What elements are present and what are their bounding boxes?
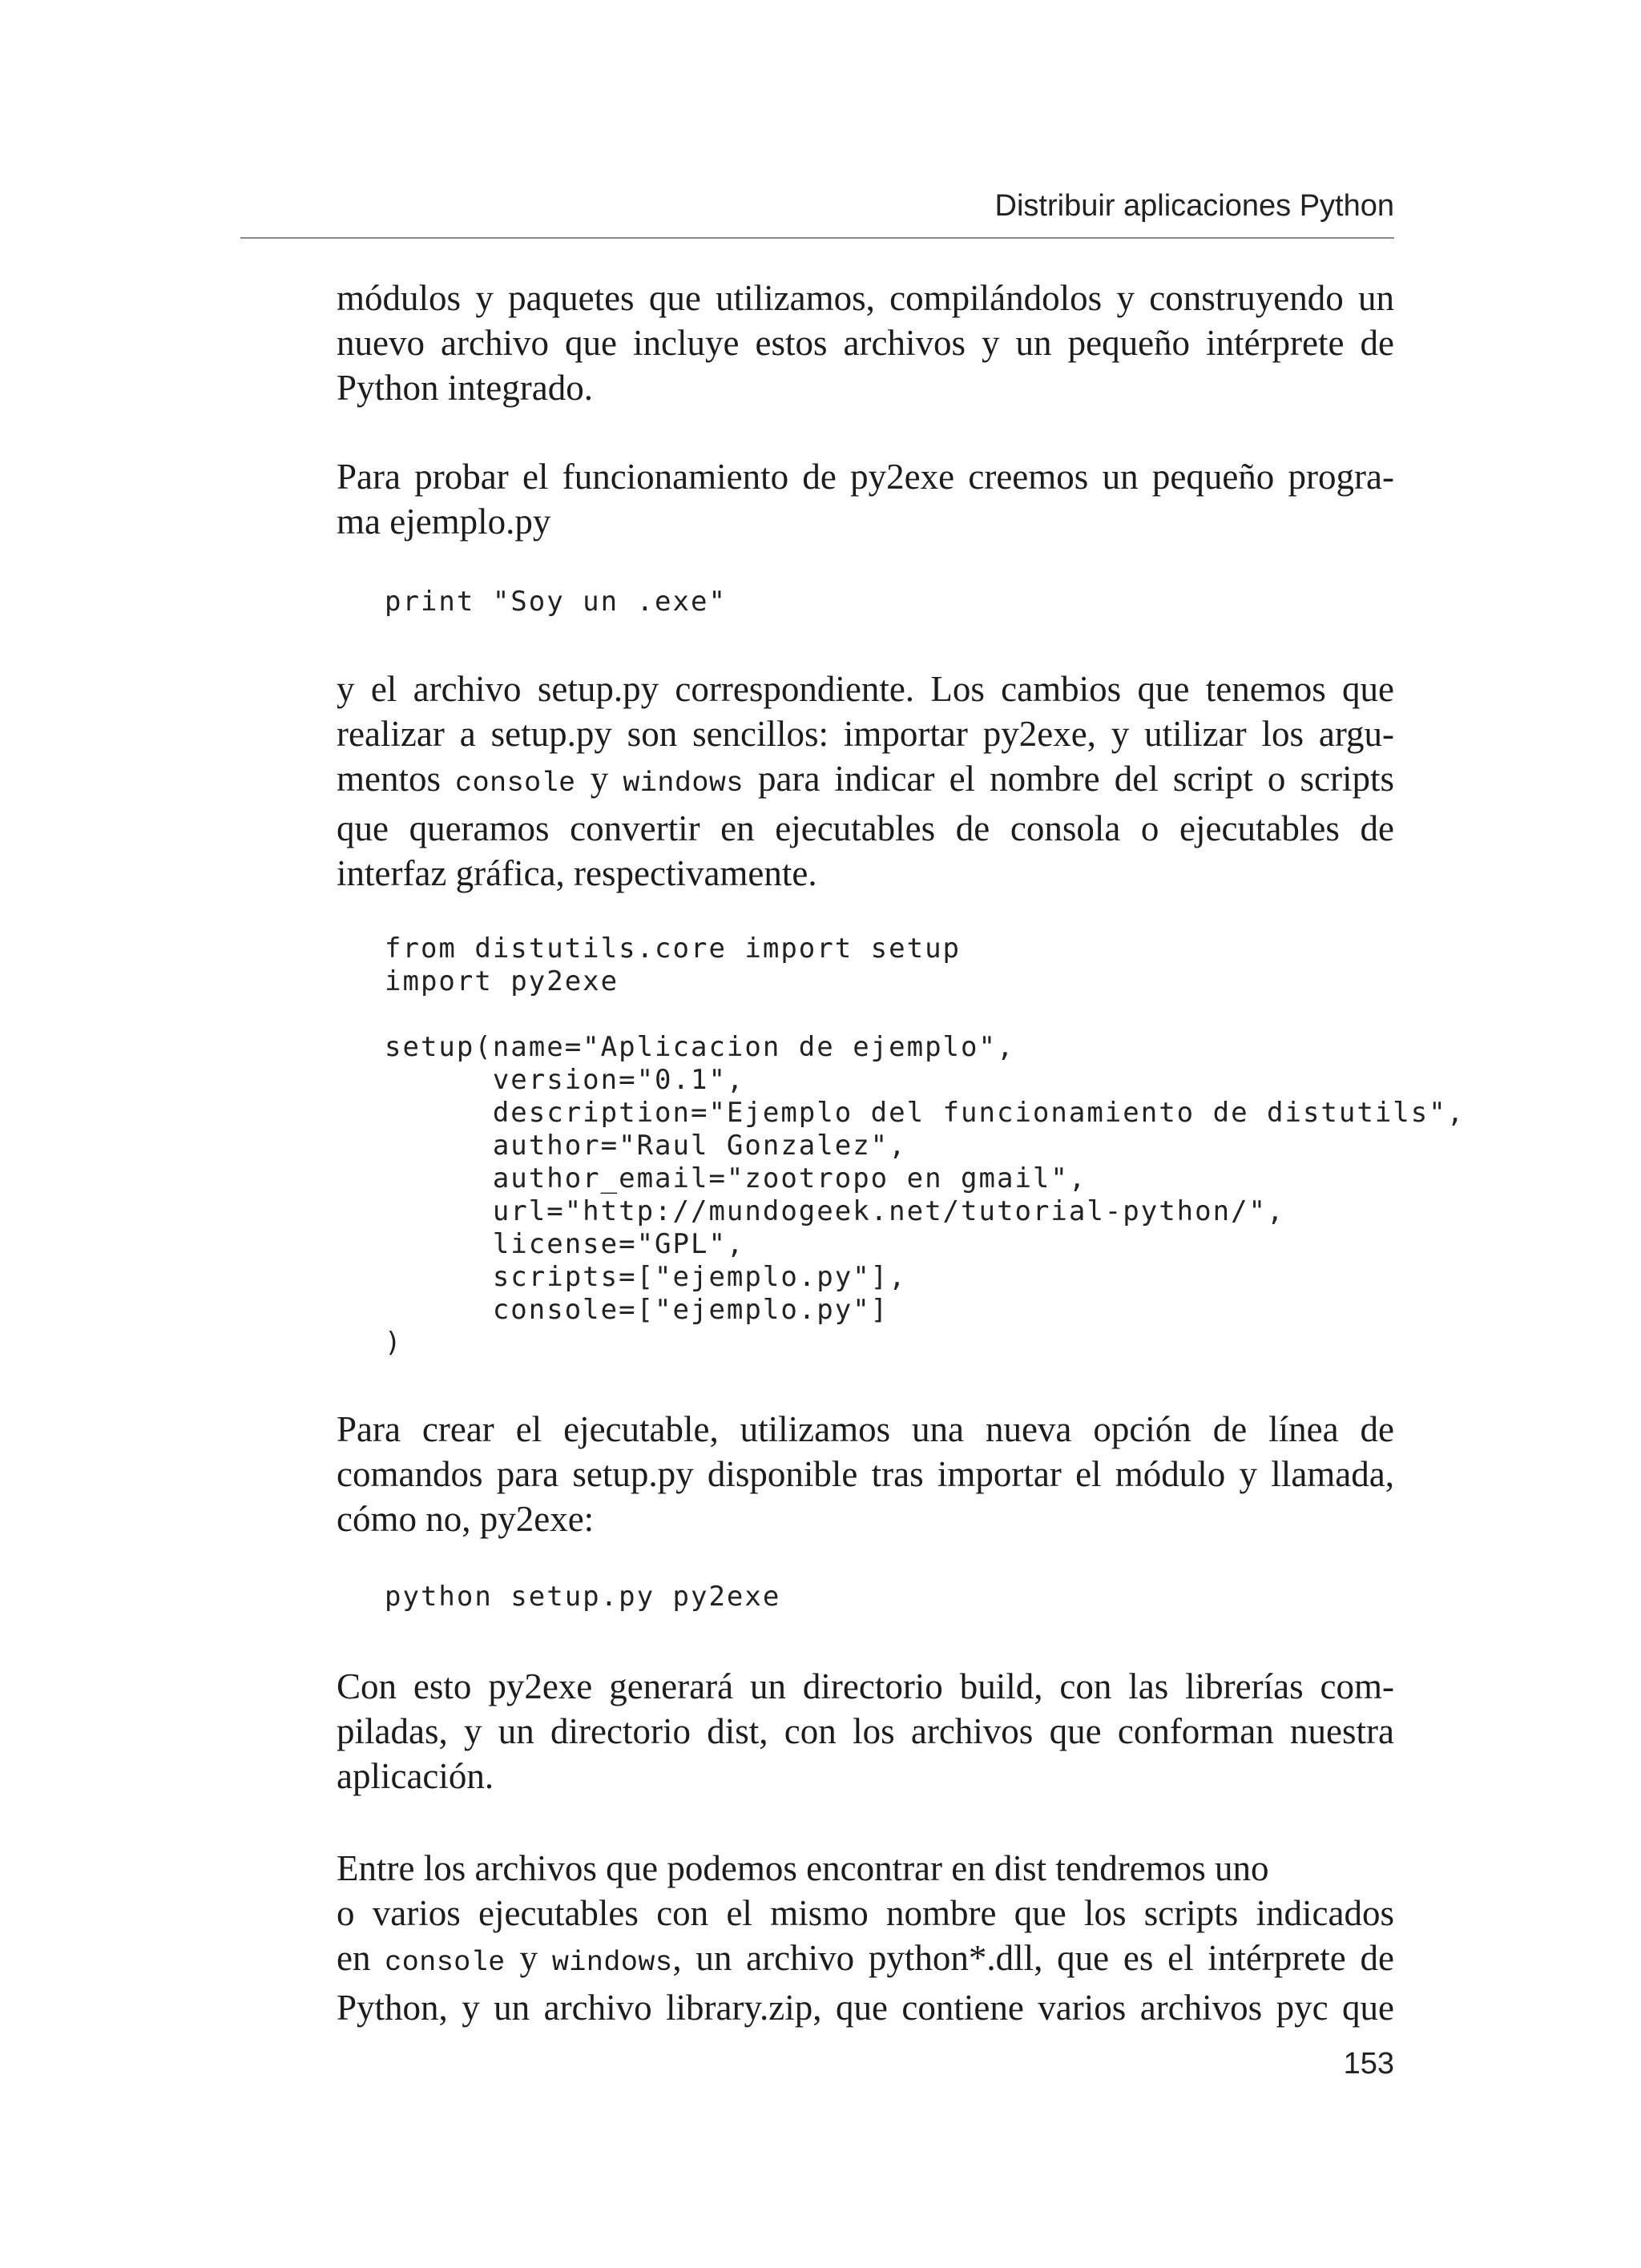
text-run: y bbox=[575, 759, 623, 799]
paragraph-line: que queramos convertir en ejecutables de consola o ejecutables de bbox=[337, 808, 1394, 848]
paragraph-line: aplicación. bbox=[337, 1756, 494, 1796]
paragraph-5 bbox=[337, 1664, 1394, 1799]
text-run: , un archivo python*.dll, que es el intérprete de bbox=[672, 1938, 1395, 1978]
paragraph-line: interfaz gráfica, respectivamente. bbox=[337, 853, 817, 893]
paragraph-line: ma ejemplo.py bbox=[337, 502, 551, 542]
paragraph-line: y el archivo setup.py correspondiente. Los cambios que tenemos que bbox=[337, 669, 1394, 709]
inline-code-console: console bbox=[455, 767, 576, 800]
inline-code-console: console bbox=[385, 1947, 506, 1979]
paragraph-line: nuevo archivo que incluye estos archivos y un pequeño intérprete de bbox=[337, 323, 1394, 363]
text-run: mentos bbox=[337, 759, 456, 799]
paragraph-1 bbox=[337, 276, 1394, 410]
inline-code-windows: windows bbox=[551, 1947, 673, 1979]
paragraph-line: Con esto py2exe generará un directorio build, con las librerías com- bbox=[337, 1666, 1394, 1706]
paragraph-line: Entre los archivos que podemos encontrar en dist tendremos uno bbox=[337, 1848, 1269, 1888]
paragraph-line-with-code bbox=[337, 756, 1394, 806]
paragraph-3 bbox=[337, 667, 1394, 896]
paragraph-line: Python, y un archivo library.zip, que contiene varios archivos pyc que bbox=[337, 1988, 1394, 2028]
text-run: en bbox=[337, 1938, 385, 1978]
paragraph-line: Para probar el funcionamiento de py2exe creemos un pequeño progra- bbox=[337, 457, 1394, 497]
paragraph-line: comandos para setup.py disponible tras importar el módulo y llamada, bbox=[337, 1454, 1394, 1494]
paragraph-6 bbox=[337, 1846, 1394, 2030]
paragraph-2 bbox=[337, 454, 1394, 544]
running-header: Distribuir aplicaciones Python bbox=[994, 189, 1394, 223]
code-block-command: python setup.py py2exe bbox=[385, 1581, 781, 1613]
code-block-print: print "Soy un .exe" bbox=[385, 586, 727, 618]
code-block-setup: from distutils.core import setup import py2exe setup(name="Aplicacion de ejemplo", version="0.1", description="Ejemplo del funcionamiento de distutils", author="Raul Gonzalez", author_email="zootropo en gmail", url="http://mundogeek.net/tutorial-python/", license="GPL", scripts=["ejemplo.py"], console=["ejemplo.py"] ) bbox=[385, 933, 1466, 1359]
paragraph-line-with-code bbox=[337, 1936, 1394, 1985]
paragraph-line: piladas, y un directorio dist, con los archivos que conforman nuestra bbox=[337, 1711, 1394, 1751]
paragraph-line: módulos y paquetes que utilizamos, compilándolos y construyendo un bbox=[337, 278, 1394, 318]
paragraph-line: o varios ejecutables con el mismo nombre que los scripts indicados bbox=[337, 1893, 1394, 1933]
paragraph-line: Python integrado. bbox=[337, 368, 593, 408]
page-number: 153 bbox=[1343, 2047, 1394, 2081]
paragraph-line: realizar a setup.py son sencillos: importar py2exe, y utilizar los argu- bbox=[337, 714, 1394, 754]
text-run: y bbox=[505, 1938, 552, 1978]
paragraph-line: Para crear el ejecutable, utilizamos una nueva opción de línea de bbox=[337, 1409, 1394, 1449]
paragraph-4 bbox=[337, 1407, 1394, 1541]
text-run: para indicar el nombre del script o scripts bbox=[743, 759, 1394, 799]
paragraph-line: cómo no, py2exe: bbox=[337, 1499, 595, 1539]
header-rule bbox=[240, 237, 1394, 239]
inline-code-windows: windows bbox=[623, 767, 744, 800]
